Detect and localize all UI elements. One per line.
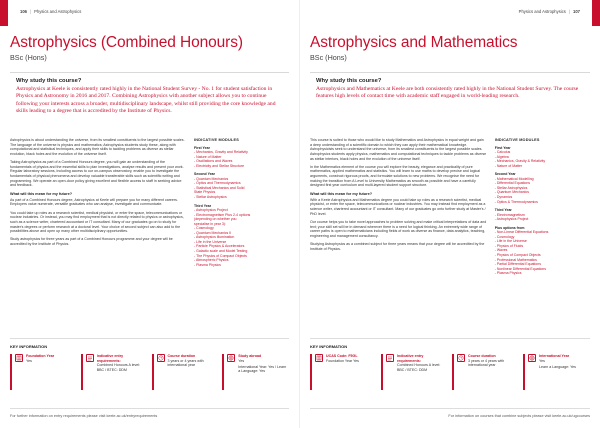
modules-column bbox=[495, 138, 590, 280]
accent-bar bbox=[222, 354, 224, 390]
modules-heading: INDICATIVE MODULES bbox=[194, 138, 239, 142]
page-tab-marker bbox=[0, 0, 8, 26]
key-info-text bbox=[539, 354, 576, 390]
module-item: - Non-Linear Differential Equations bbox=[494, 230, 549, 235]
body-columns bbox=[310, 138, 590, 280]
intro-paragraph: Taking Astrophysics as part of a Combined Honours degree, you will gain an understanding of the fundamentals of physics and the essential skills to plan investigations, analyse results and present your work. Regular laboratory sessions, including access to our on-campus observatory, enable you to investigate the fundamentals of physical phenomena and develop valuable transferable skills such as scientific writing and programming. We operate an open-door policy giving excellent and flexible access to staff in seeking advice and feedback. bbox=[10, 160, 184, 188]
accent-bar bbox=[81, 354, 83, 390]
module-item: - Mechanics, Gravity and Relativity bbox=[194, 150, 248, 155]
intro-paragraph: In the Mathematics element of the course you will explore the beauty, elegance and practicality of pure mathematics, applied mathematics and statistics. You will learn to use maths to develop precise and logical arguments, construct rigorous proofs, and formulate solutions to new problems. We recognise the need for making the transition from A Level to University Mathematics as smooth as possible and have a carefully designed first year curriculum and multi-layered student support structure. bbox=[310, 164, 480, 188]
module-group-title: Third Year bbox=[494, 208, 512, 213]
module-item: - Physics of Fluids bbox=[494, 243, 524, 248]
module-item: - Nonlinear Differential Equations bbox=[494, 266, 546, 271]
course-title: Astrophysics (Combined Honours) bbox=[10, 34, 243, 51]
module-item: - Waves bbox=[494, 248, 508, 253]
module-item: - Quantum Mechanics bbox=[494, 190, 529, 195]
why-study-box bbox=[310, 72, 590, 132]
key-info-label: Course duration bbox=[468, 354, 496, 358]
module-item: - Plasma Physics bbox=[194, 262, 221, 267]
intro-paragraph: Astrophysics is about understanding the universe, from its smallest constituents to the largest possible scales. The language of the universe is physics and mathematics; Astrophysics students study these, along with computational and statistical techniques, and apply their skills to tackling problems as diverse as stellar evolution, black holes and the evolution of the universe itself. bbox=[10, 138, 185, 156]
modules-heading: INDICATIVE MODULES bbox=[494, 138, 540, 142]
module-item: - Astrophysics Project bbox=[494, 217, 529, 222]
key-info-cell bbox=[152, 354, 219, 390]
module-group-title: Plus options from bbox=[494, 225, 525, 230]
header-separator: | bbox=[568, 8, 570, 14]
running-header bbox=[310, 0, 590, 22]
key-info-cell bbox=[523, 354, 590, 390]
module-item: - Calculus bbox=[494, 150, 511, 155]
module-item: - Dynamics bbox=[494, 195, 513, 200]
module-item: - Nature of Matter bbox=[494, 163, 523, 168]
right-page bbox=[300, 0, 600, 428]
key-info-cell bbox=[81, 354, 148, 390]
main-text-column bbox=[10, 138, 186, 271]
module-item: - Mechanics, Gravity & Relativity bbox=[494, 159, 546, 164]
key-info-cell bbox=[381, 354, 448, 390]
module-item: - Galactic scale and Model Testing bbox=[194, 249, 248, 254]
page-tab-marker bbox=[592, 0, 600, 26]
award-type: BSc (Hons) bbox=[10, 53, 47, 62]
future-paragraph: Studying Astrophysics as a combined subject for three years means that your degree will be accredited by the Institute of Physics. bbox=[310, 241, 485, 251]
key-info-value: Yes bbox=[238, 358, 245, 363]
module-group-title: Second Year bbox=[194, 172, 215, 177]
module-item: - The Physics of Compact Objects bbox=[194, 253, 247, 258]
key-info-text bbox=[326, 354, 359, 390]
module-item: - Quantum Mechanics II bbox=[194, 230, 232, 235]
module-item: - Stellar Astrophysics bbox=[194, 195, 227, 200]
key-info-text bbox=[238, 354, 289, 390]
intro-paragraph: This course is suited to those who would like to study Mathematics and Astrophysics in equal weight and gain a deep understanding of a scientific domain to which they can apply their mathematical knowledge. Astrophysicists seek to understand the universe, from its smallest constituents to the largest possible scales. Astrophysics students apply physics, mathematics and computational techniques to tackle problems as diverse as stellar interiors, black holes and the evolution of the universe itself. bbox=[310, 138, 487, 161]
why-study-box bbox=[10, 72, 289, 132]
key-info-heading: KEY INFORMATION bbox=[10, 344, 48, 349]
key-info-label: Foundation Year bbox=[26, 354, 55, 358]
key-information bbox=[310, 338, 590, 390]
module-item: - Nature of Matter bbox=[194, 154, 222, 159]
module-item: - Cosmology bbox=[194, 226, 214, 231]
main-text-column bbox=[310, 138, 487, 280]
accent-bar bbox=[381, 354, 383, 390]
key-info-cell bbox=[452, 354, 519, 390]
section-name: Physics and Astrophysics bbox=[518, 8, 566, 14]
accent-bar bbox=[10, 354, 12, 390]
key-info-value: Combined Honours A level: BBC / BTEC: DDM bbox=[96, 363, 141, 372]
footer-note: For further information on entry requirements please visit keele.ac.uk/entryrequirements bbox=[10, 408, 289, 418]
why-study-heading: Why study this course? bbox=[316, 78, 382, 84]
module-item: - Atmospheric Physics bbox=[194, 258, 229, 263]
body-columns bbox=[10, 138, 289, 271]
module-item: - Life in the Universe bbox=[494, 239, 527, 244]
accent-bar bbox=[452, 354, 454, 390]
module-item: - Astrophysics illumination bbox=[194, 235, 235, 240]
why-study-text: Astrophysics at Keele is consistently rated highly in the National Student Survey - No. 1 for student satisfaction in Physics and Astronomy in 2016 and 2017. Combining Astrophysics with another subject allows you to continue following your interests across a broader, multidisciplinary landscape, whilst still providing the core knowledge and skills leading to a degree that is accredited by the Institute of Physics. bbox=[16, 86, 276, 114]
key-info-value: Combined Honours A level: BBC / BTEC: DDM bbox=[397, 363, 441, 372]
module-item: - Astrophysics Project bbox=[194, 208, 228, 213]
globe-icon bbox=[528, 354, 536, 362]
checklist-icon bbox=[86, 354, 94, 362]
key-info-label: Indicative entry requirements: bbox=[96, 354, 124, 363]
course-title: Astrophysics and Mathematics bbox=[310, 34, 518, 51]
module-item: - Electromagnetism Plus 2-4 options bbox=[194, 212, 251, 217]
key-info-sub: Learn a Language: Yes bbox=[539, 364, 576, 369]
module-group-title: Third Year bbox=[194, 203, 212, 208]
module-group-title: First Year bbox=[494, 145, 511, 150]
module-groups bbox=[194, 146, 289, 268]
header-separator: | bbox=[30, 8, 32, 14]
module-item: - Electromagnetism bbox=[494, 212, 525, 217]
modules-column bbox=[194, 138, 289, 271]
accent-bar bbox=[310, 354, 312, 390]
key-info-text bbox=[97, 354, 148, 390]
module-group bbox=[495, 226, 590, 276]
accent-bar bbox=[523, 354, 525, 390]
page-number: 107 bbox=[573, 8, 580, 14]
key-info-heading: KEY INFORMATION bbox=[310, 344, 348, 349]
module-item: - Differential Equations bbox=[494, 181, 531, 186]
future-paragraph: With a Keele Astrophysics and Mathematics degree you could take up roles as a research scientist, medical physicist, or enter the space, telecommunications or nuclear industries. You may instead find employment as a science writer, chartered accountant or IT consultant. Many of our graduates go onto further study at Master's / PhD level. bbox=[310, 197, 486, 216]
module-group bbox=[194, 146, 289, 169]
module-item: (depending on whether you bbox=[194, 217, 237, 222]
module-item: - Professional Mathematics bbox=[494, 257, 537, 262]
key-info-cell bbox=[222, 354, 289, 390]
module-item: - Partial Differential Equations bbox=[494, 262, 541, 267]
accent-bar bbox=[152, 354, 154, 390]
key-info-text bbox=[468, 354, 519, 390]
module-item: - Oscillations and Waves bbox=[194, 159, 233, 164]
module-group bbox=[194, 172, 289, 199]
module-item: - Life in the Universe bbox=[194, 239, 227, 244]
running-header bbox=[10, 0, 289, 22]
why-study-text: Astrophysics and Mathematics at Keele are both consistently rated highly in the National Student Survey. The course features high levels of contact time with academic staff engaged in world-leading research. bbox=[316, 86, 579, 100]
module-item: State Physics bbox=[194, 190, 216, 195]
key-information bbox=[10, 338, 289, 390]
key-info-label: International Year bbox=[539, 354, 570, 358]
module-item: - Stellar Astrophysics bbox=[494, 185, 528, 190]
key-info-label: Course duration bbox=[167, 354, 196, 358]
future-paragraph: Study astrophysics for three years as part of a Combined Honours programme and your degree will be accredited by the Institute of Physics. bbox=[10, 237, 173, 246]
future-heading: What will this mean for my future? bbox=[10, 191, 73, 196]
footer-note: For information on courses that combine subjects please visit keele.ac.uk/ugcourses bbox=[310, 408, 590, 418]
module-groups bbox=[495, 146, 590, 276]
key-info-text bbox=[397, 354, 448, 390]
key-info-cell bbox=[10, 354, 77, 390]
future-paragraph: You could take up roles as a research scientist, medical physicist, or enter the space, telecommunications or nuclear industries. Or instead, you may find employment that is not directly related to physics or astrophysics, such as a science writer, chartered accountant or IT consultant. Many of our graduates go on to study for master's degrees or perform research at a doctoral level. Your choice of second subject can also add to the possibilities above and open up many other multidisciplinary opportunities. bbox=[10, 210, 184, 234]
why-study-heading: Why study this course? bbox=[16, 78, 82, 84]
book-icon bbox=[315, 354, 323, 362]
globe-icon bbox=[227, 354, 235, 362]
clock-icon bbox=[157, 354, 165, 362]
module-group-title: Second Year bbox=[494, 172, 516, 177]
future-paragraph: Our course helps you to take novel approaches to problem solving and make critical interpretations of data and text; your skill set will be in demand wherever there is a need for logical thinking. An extremely wide range of career paths is open to mathematicians including fields of work as diverse as finance, data analytics, teaching, engineering and management consultancy. bbox=[310, 219, 487, 238]
key-info-value: Yes bbox=[539, 358, 545, 363]
key-info-row bbox=[310, 354, 590, 390]
module-item: - Particle Physics & Accelerators bbox=[194, 244, 245, 249]
module-group bbox=[495, 208, 590, 222]
key-info-label: Study abroad bbox=[238, 354, 262, 358]
page-number: 106 bbox=[20, 8, 27, 14]
key-info-value: Yes bbox=[26, 358, 32, 363]
key-info-value: 3 years or 4 years with international year bbox=[167, 358, 204, 368]
key-info-cell bbox=[310, 354, 377, 390]
module-group bbox=[495, 146, 590, 169]
module-item: - Cosmology bbox=[494, 234, 515, 239]
module-item: - Algebra bbox=[494, 154, 509, 159]
key-info-sub: International Year: Yes / Learn a Language: Yes bbox=[238, 364, 287, 374]
award-type: BSc (Hons) bbox=[310, 53, 347, 62]
future-paragraph: As part of a Combined Honours degree, Astrophysics at Keele will prepare you for many different careers. Employers value numerate, versatile graduates who can analyse, investigate and communicate. bbox=[10, 197, 178, 207]
module-item: - Mathematical Modelling bbox=[494, 176, 534, 181]
checklist-icon bbox=[386, 354, 394, 362]
key-info-label: Indicative entry requirements: bbox=[397, 354, 424, 363]
module-item: - Statistical Mechanics and Solid bbox=[194, 185, 245, 190]
key-info-value: 3 years or 4 years with international year bbox=[468, 358, 505, 368]
key-info-value: Foundation Year Yes bbox=[326, 358, 359, 363]
key-info-text bbox=[26, 354, 54, 390]
module-item: - Physics of Compact Objects bbox=[494, 253, 541, 258]
book-icon bbox=[15, 354, 23, 362]
module-group bbox=[194, 204, 289, 268]
key-info-label: UCAS Code: F5GL bbox=[326, 354, 358, 358]
module-group-title: First Year bbox=[194, 145, 210, 150]
module-item: - Electricity and Stellar Structure bbox=[194, 163, 245, 168]
key-info-text bbox=[168, 354, 219, 390]
module-item: - Optics and Thermodynamics bbox=[194, 181, 241, 186]
module-item: - Plasma Physics bbox=[494, 271, 522, 276]
section-name: Physics and Astrophysics bbox=[34, 8, 82, 14]
module-group bbox=[495, 172, 590, 204]
module-item: - Quantum Mechanics bbox=[194, 176, 229, 181]
module-item: specialise in year 3): bbox=[194, 221, 226, 226]
future-heading: What will this mean for my future? bbox=[310, 191, 373, 196]
key-info-row bbox=[10, 354, 289, 390]
clock-icon bbox=[457, 354, 465, 362]
module-item: - Optics & Thermodynamics bbox=[494, 199, 538, 204]
